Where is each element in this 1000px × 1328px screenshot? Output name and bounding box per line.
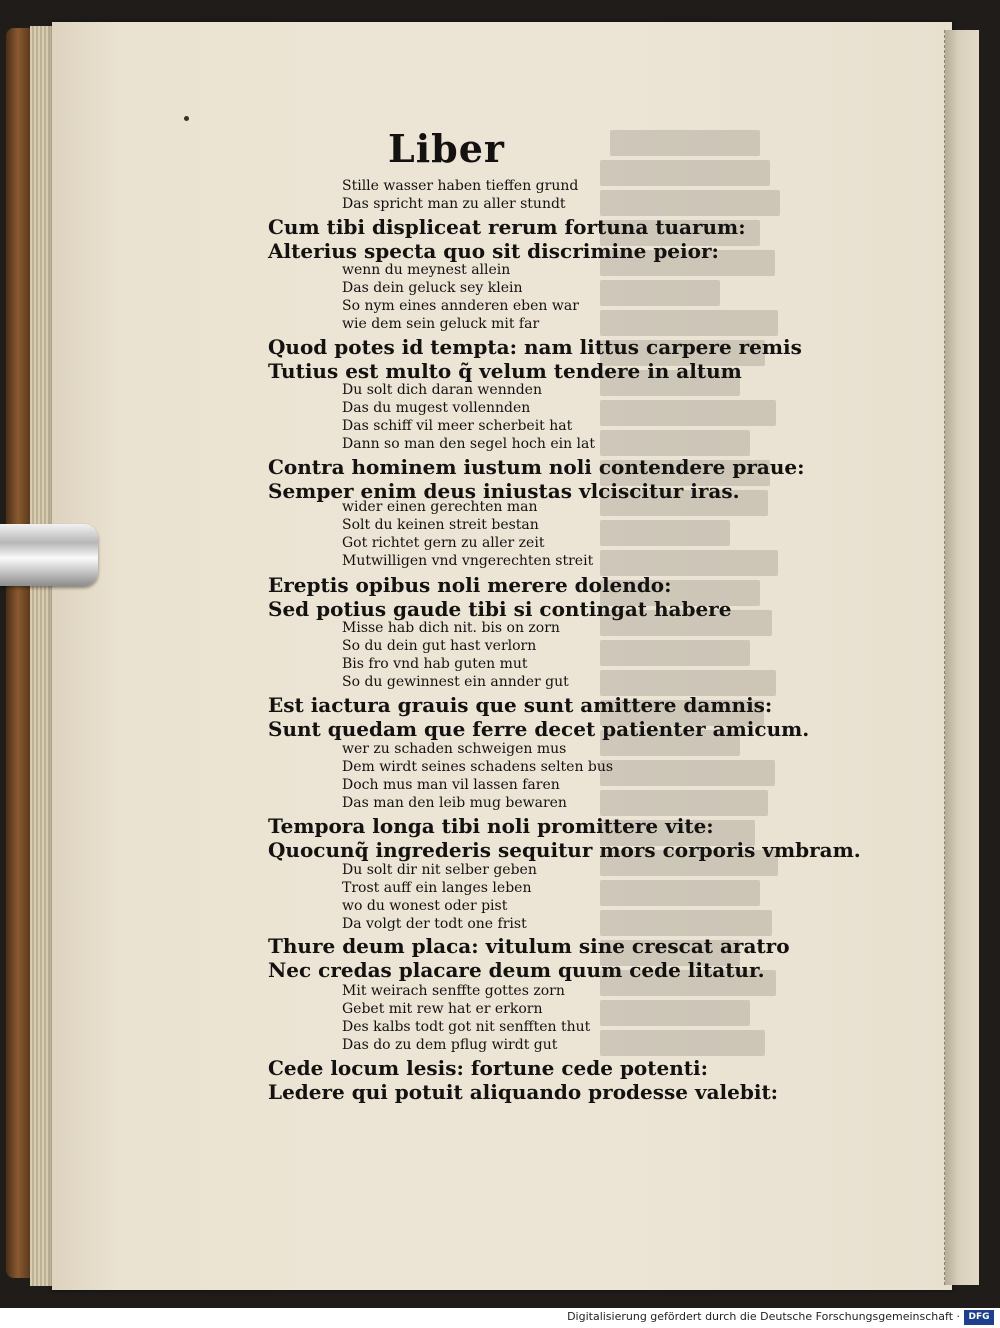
verse-line: wenn du meynest allein (342, 262, 511, 278)
verse-line: Doch mus man vil lassen faren (342, 777, 560, 793)
verse-line: Sunt quedam que ferre decet patienter amicum. (268, 717, 810, 741)
verse-line: Mit weirach senffte gottes zorn (342, 983, 565, 999)
verse-line: So du gewinnest ein annder gut (342, 674, 569, 690)
verse-line: Mutwilligen vnd vngerechten streit (342, 553, 594, 569)
verse-line: Das man den leib mug bewaren (342, 795, 567, 811)
verse-line: Das du mugest vollennden (342, 400, 531, 416)
verse-line: Ledere qui potuit aliquando prodesse valebit: (268, 1080, 779, 1104)
verse-line: Du solt dich daran wennden (342, 382, 542, 398)
verse-line: Tutius est multo q̃ velum tendere in altum (268, 359, 742, 383)
verse-line: Misse hab dich nit. bis on zorn (342, 620, 560, 636)
verse-line: Quocunq̃ ingrederis sequitur mors corporis vmbram. (268, 838, 861, 862)
verse-line: Got richtet gern zu aller zeit (342, 535, 545, 551)
verse-line: Stille wasser haben tieffen grund (342, 178, 579, 194)
verse-line: Cede locum lesis: fortune cede potenti: (268, 1056, 708, 1080)
verse-line: Contra hominem iustum noli contendere praue: (268, 455, 805, 479)
verse-line: Thure deum placa: vitulum sine crescat aratro (268, 934, 790, 958)
verse-line: So du dein gut hast verlorn (342, 638, 537, 654)
funding-note: Digitalisierung gefördert durch die Deutsche Forschungsgemeinschaft · (567, 1310, 960, 1323)
verse-line: Est iactura grauis que sunt amittere damnis: (268, 693, 773, 717)
verse-line: Cum tibi displiceat rerum fortuna tuarum: (268, 215, 746, 239)
verse-line: Ereptis opibus noli merere dolendo: (268, 573, 672, 597)
dfg-logo: DFG (964, 1310, 994, 1325)
verse-line: Das spricht man zu aller stundt (342, 196, 566, 212)
page-heading: Liber (388, 126, 505, 171)
verse-line: So nym eines annderen eben war (342, 298, 579, 314)
verse-line: Semper enim deus iniustas vlciscitur iras. (268, 479, 740, 503)
verse-line: Sed potius gaude tibi si contingat habere (268, 597, 732, 621)
verse-line: wider einen gerechten man (342, 499, 538, 515)
verse-line: Dann so man den segel hoch ein lat (342, 436, 595, 452)
verse-line: Solt du keinen streit bestan (342, 517, 539, 533)
verse-line: Nec credas placare deum quum cede litatur. (268, 958, 765, 982)
verse-line: Bis fro vnd hab guten mut (342, 656, 528, 672)
verse-line: wo du wonest oder pist (342, 898, 508, 914)
verse-line: Du solt dir nit selber geben (342, 862, 537, 878)
verse-line: Des kalbs todt got nit senfften thut (342, 1019, 591, 1035)
verse-line: Das dein geluck sey klein (342, 280, 523, 296)
verse-line: Dem wirdt seines schadens selten bus (342, 759, 614, 775)
footer-bar (0, 1308, 1000, 1328)
verse-line: Gebet mit rew hat er erkorn (342, 1001, 543, 1017)
verse-line: Tempora longa tibi noli promittere vite: (268, 814, 714, 838)
verse-line: Das do zu dem pflug wirdt gut (342, 1037, 558, 1053)
verse-line: Trost auff ein langes leben (342, 880, 532, 896)
verse-line: Alterius specta quo sit discrimine peior: (268, 239, 719, 263)
verse-line: Da volgt der todt one frist (342, 916, 527, 932)
verse-line: wie dem sein geluck mit far (342, 316, 540, 332)
verse-line: wer zu schaden schweigen mus (342, 741, 567, 757)
verse-line: Das schiff vil meer scherbeit hat (342, 418, 573, 434)
verse-line: Quod potes id tempta: nam littus carpere remis (268, 335, 802, 359)
